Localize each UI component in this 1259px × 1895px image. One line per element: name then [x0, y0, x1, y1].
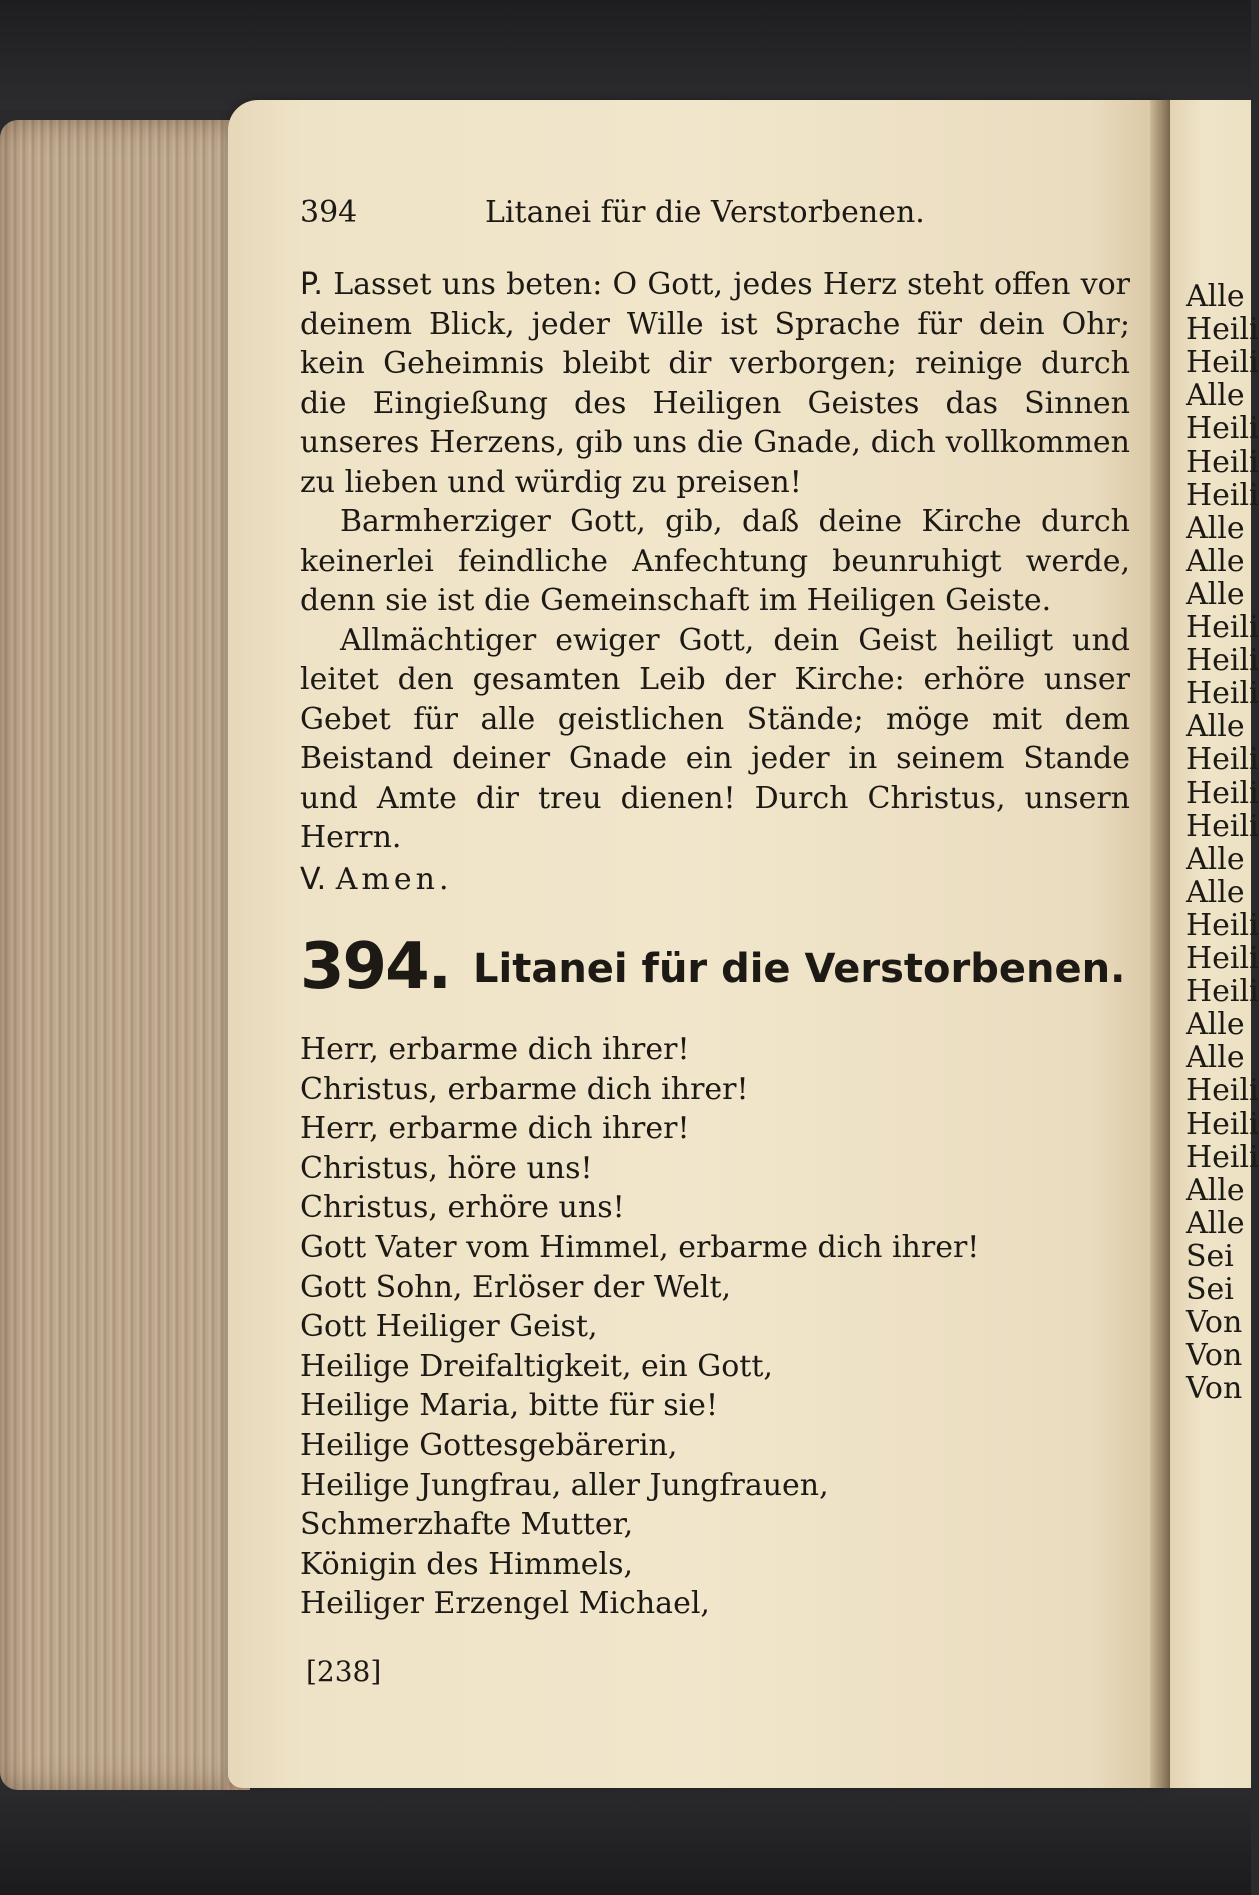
right-page-line: Heili: [1186, 907, 1259, 943]
litany-line: Heilige Gottesgebärerin,: [300, 1427, 678, 1463]
litany-line: Gott Heiliger Geist,: [300, 1309, 598, 1345]
right-page-line: Alle: [1186, 709, 1245, 745]
background-bottom: [0, 1780, 1251, 1895]
speaker-label: V.: [300, 861, 327, 897]
right-page-line: Alle: [1186, 576, 1245, 612]
right-page-line: Heili: [1186, 808, 1259, 844]
right-page-line: Alle: [1186, 378, 1245, 414]
section-title: Litanei für die Verstorbenen.: [473, 946, 1126, 992]
right-page-line: Alle: [1186, 1007, 1245, 1043]
right-page-line: Alle: [1186, 279, 1245, 314]
right-page-line: Alle: [1186, 510, 1245, 546]
right-page-line: Heili: [1186, 775, 1259, 811]
right-page-line: Heili: [1186, 941, 1259, 976]
right-page-line: Heili: [1186, 643, 1259, 679]
right-page-line: Alle: [1186, 543, 1245, 579]
paragraph-text: Allmächtiger ewiger Gott, dein Geist heiligt und leitet den gesamten Leib der Kirche: erhöre unser Gebet für alle geistlichen Stände; möge mit dem Beistand deiner Gnade ein jeder in seinem Stande und Amte dir treu dienen! Durch Christus, unsern Herrn.: [300, 622, 1130, 855]
litany-line: Schmerzhafte Mutter,: [300, 1507, 634, 1543]
running-title: Litanei für die Verstorbenen.: [485, 195, 925, 230]
litany-line: Heilige Maria, bitte für sie!: [300, 1388, 718, 1424]
response-text: Amen.: [335, 861, 453, 897]
paragraph-text: Lasset uns beten: O Gott, jedes Herz steht offen vor deinem Blick, jeder Wille ist Sprache für dein Ohr; kein Geheimnis bleibt dir verborgen; reinige durch die Eingießung des Heiligen Geistes das Sinnen unseres Herzens, gib uns die Gnade, dich vollkommen zu lieben und würdig zu preisen!: [300, 267, 1130, 500]
litany-line: Heilige Dreifaltigkeit, ein Gott,: [300, 1348, 773, 1384]
paragraph-text: Barmherziger Gott, gib, daß deine Kirche durch keinerlei feindliche Anfechtung beunruhigt werde, denn sie ist die Gemeinschaft im Heiligen Geiste.: [300, 504, 1130, 618]
litany-line: Herr, erbarme dich ihrer!: [300, 1111, 690, 1147]
right-page-line: Heili: [1186, 1106, 1259, 1142]
right-page-line: Alle: [1186, 1172, 1245, 1208]
response-line: [300, 860, 1130, 900]
speaker-label: P.: [300, 267, 323, 302]
right-page-line: Von: [1186, 1305, 1243, 1341]
right-page-line: Alle: [1186, 874, 1245, 910]
right-page-line: Heili: [1186, 1073, 1259, 1109]
right-page-line: Alle: [1186, 1040, 1245, 1076]
background-top: [0, 0, 1251, 110]
litany-line: Gott Sohn, Erlöser der Welt,: [300, 1269, 732, 1305]
litany-line: Christus, erbarme dich ihrer!: [300, 1071, 749, 1107]
right-page-line: Alle: [1186, 1205, 1245, 1241]
right-page-line: Heili: [1186, 610, 1259, 645]
right-page-line: Sei: [1186, 1238, 1234, 1274]
litany-line: Heilige Jungfrau, aller Jungfrauen,: [300, 1467, 829, 1503]
right-page-line: Heili: [1186, 742, 1259, 778]
signature-mark: [238]: [306, 1655, 382, 1688]
page-block-edges: [0, 120, 250, 1790]
litany-line: Christus, höre uns!: [300, 1150, 593, 1186]
right-page-fragment: [1170, 100, 1259, 1788]
litany-line: Heiliger Erzengel Michael,: [300, 1586, 710, 1622]
right-page-line: Von: [1186, 1338, 1243, 1374]
right-page-line: Heili: [1186, 312, 1259, 348]
section-number: 394.: [300, 930, 450, 1004]
prayer-paragraph: [300, 621, 1130, 858]
prayer-paragraph: [300, 265, 1130, 502]
right-page-line: Heili: [1186, 477, 1259, 513]
litany-line: Königin des Himmels,: [300, 1546, 634, 1582]
right-page-line: Heili: [1186, 411, 1259, 447]
litany-line: Herr, erbarme dich ihrer!: [300, 1032, 690, 1067]
prayer-paragraph: [300, 502, 1130, 621]
running-head: [300, 195, 1130, 235]
litany-line: Christus, erhöre uns!: [300, 1190, 625, 1226]
right-page-line: Heili: [1186, 676, 1259, 712]
right-page-line: Alle: [1186, 841, 1245, 877]
right-page-line: Heili: [1186, 444, 1259, 480]
right-page-line: Sei: [1186, 1272, 1234, 1307]
page-number: 394: [300, 195, 358, 230]
right-page-line: Von: [1186, 1371, 1243, 1407]
litany-lines: [300, 1030, 1130, 1624]
section-heading: [300, 930, 1130, 1004]
right-page-line: Heili: [1186, 1139, 1259, 1175]
right-page-line: Heili: [1186, 345, 1259, 381]
prayer-block: [300, 265, 1130, 899]
litany-line: Gott Vater vom Himmel, erbarme dich ihrer!: [300, 1229, 980, 1265]
right-page-line: Heili: [1186, 974, 1259, 1010]
